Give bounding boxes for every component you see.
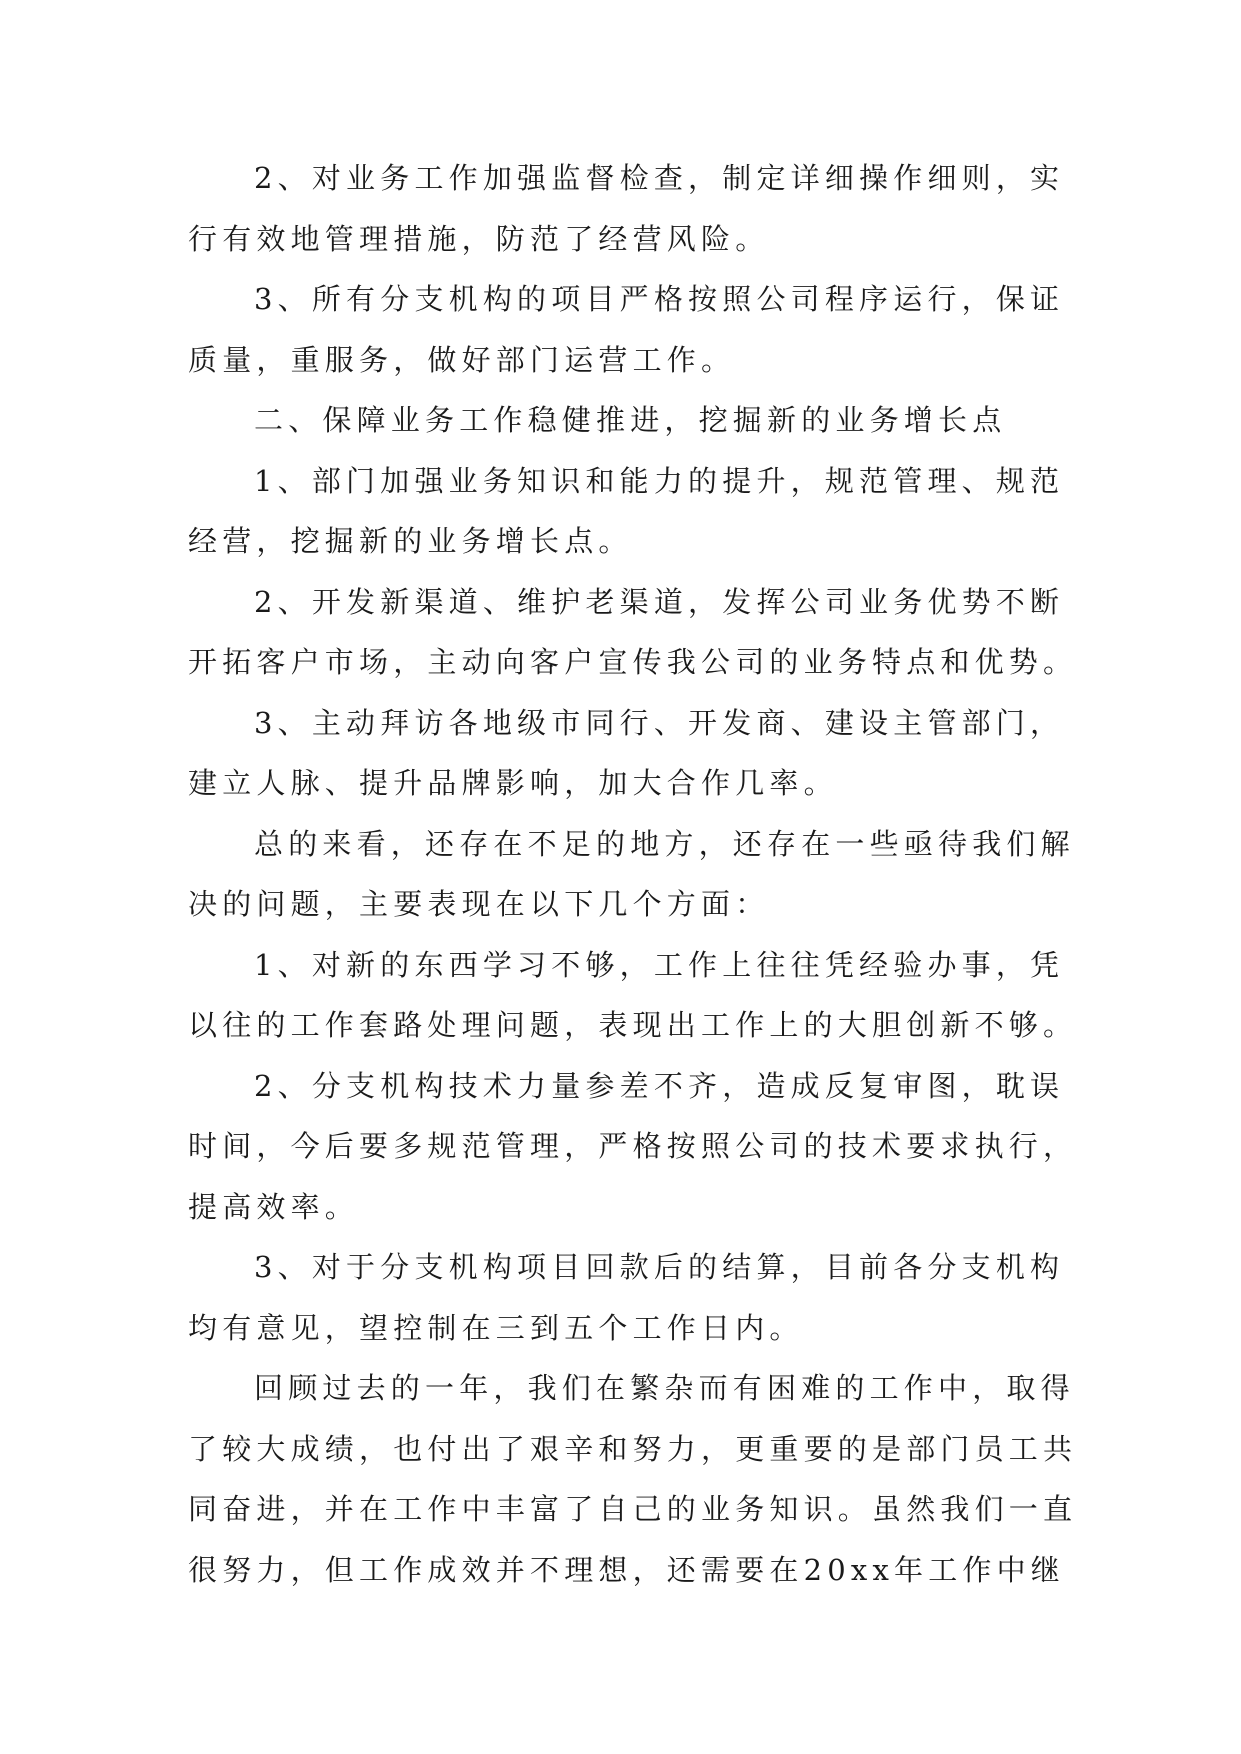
text-line: 很努力，但工作成效并不理想，还需要在20xx年工作中继 [188,1552,1066,1587]
text-line: 总的来看，还存在不足的地方，还存在一些亟待我们解 [254,826,1075,861]
text-line: 建立人脉、提升品牌影响，加大合作几率。 [188,766,838,800]
text-line: 同奋进，并在工作中丰富了自己的业务知识。虽然我们一直 [188,1492,1078,1526]
text-line: 时间，今后要多规范管理，严格按照公司的技术要求执行， [188,1129,1078,1163]
section-heading: 二、保障业务工作稳健推进，挖掘新的业务增长点 [254,403,1007,437]
text-line: 经营，挖掘新的业务增长点。 [188,524,633,558]
text-line: 2、分支机构技术力量参差不齐，造成反复审图，耽误 [254,1068,1065,1103]
text-line: 开拓客户市场，主动向客户宣传我公司的业务特点和优势。 [188,645,1078,679]
text-line: 3、所有分支机构的项目严格按照公司程序运行，保证 [254,282,1065,316]
text-line: 了较大成绩，也付出了艰辛和努力，更重要的是部门员工共 [188,1431,1078,1466]
text-line: 均有意见，望控制在三到五个工作日内。 [188,1310,804,1345]
text-line: 质量，重服务，做好部门运营工作。 [188,342,736,377]
text-line: 以往的工作套路处理问题，表现出工作上的大胆创新不够。 [188,1008,1078,1042]
text-line: 2、对业务工作加强监督检查，制定详细操作细则，实 [254,161,1065,195]
text-line: 行有效地管理措施，防范了经营风险。 [188,221,770,256]
text-line: 提高效率。 [188,1189,360,1224]
text-line: 回顾过去的一年，我们在繁杂而有困难的工作中，取得 [254,1371,1075,1405]
text-line: 3、对于分支机构项目回款后的结算，目前各分支机构 [254,1250,1065,1284]
text-line: 1、部门加强业务知识和能力的提升，规范管理、规范 [254,463,1065,498]
document-body [188,148,1078,1600]
text-line: 2、开发新渠道、维护老渠道，发挥公司业务优势不断 [254,584,1065,619]
text-line: 决的问题，主要表现在以下几个方面： [188,887,770,921]
text-line: 3、主动拜访各地级市同行、开发商、建设主管部门， [254,705,1065,740]
text-line: 1、对新的东西学习不够，工作上往往凭经验办事，凭 [254,947,1065,982]
